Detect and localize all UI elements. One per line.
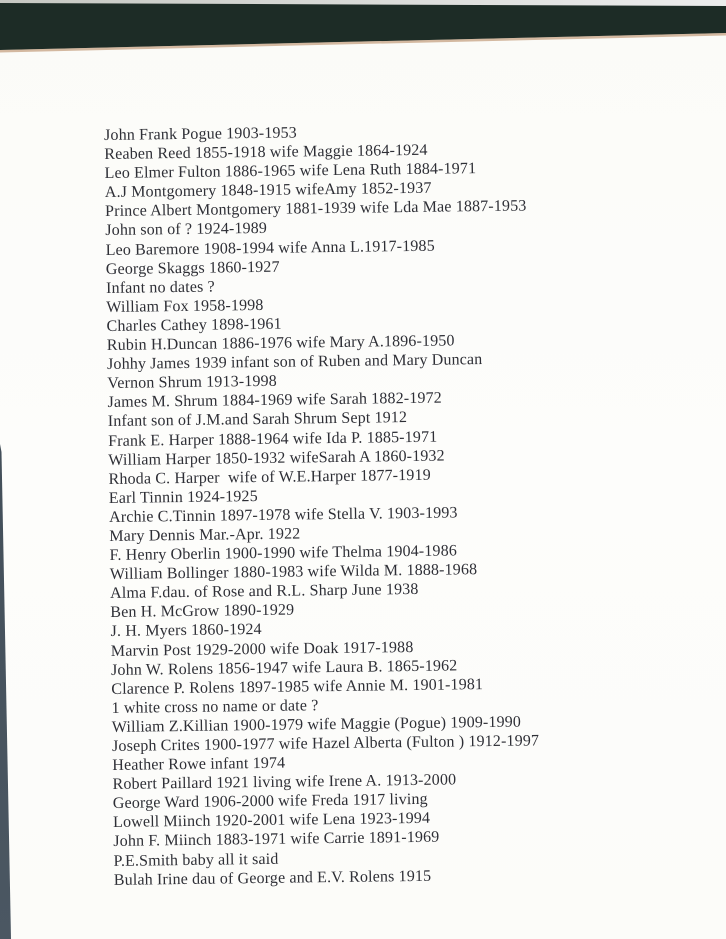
record-line: A.J Montgomery 1848-1915 wifeAmy 1852-1937 xyxy=(104,179,432,202)
record-line: Infant son of J.M.and Sarah Shrum Sept 1912 xyxy=(107,409,408,431)
record-line: John F. Miinch 1883-1971 wife Carrie 1891-1969 xyxy=(113,829,440,851)
record-line: F. Henry Oberlin 1900-1990 wife Thelma 1904-1986 xyxy=(109,542,458,565)
record-line: John son of ? 1924-1989 xyxy=(105,220,268,240)
record-line: Heather Rowe infant 1974 xyxy=(112,754,286,775)
page-edge-shadow xyxy=(0,0,16,939)
typed-record-list xyxy=(104,118,714,890)
record-line: Reaben Reed 1855-1918 wife Maggie 1864-1924 xyxy=(104,141,428,164)
record-line: George Skaggs 1860-1927 xyxy=(105,258,280,278)
record-line: Lowell Miinch 1920-2001 wife Lena 1923-1994 xyxy=(113,810,431,832)
record-line: George Ward 1906-2000 wife Freda 1917 living xyxy=(112,791,428,813)
record-line: Leo Baremore 1908-1994 wife Anna L.1917-1985 xyxy=(105,237,435,259)
record-line: Leo Elmer Fulton 1886-1965 wife Lena Ruth 1884-1971 xyxy=(104,160,477,183)
record-line: Bulah Irine dau of George and E.V. Rolens 1915 xyxy=(113,867,432,889)
record-line: P.E.Smith baby all it said xyxy=(113,850,279,870)
record-line: Infant no dates ? xyxy=(106,278,215,297)
record-line: 1 white cross no name or date ? xyxy=(111,697,319,717)
record-line: James M. Shrum 1884-1969 wife Sarah 1882-1972 xyxy=(107,389,442,412)
record-line: Johhy James 1939 infant son of Ruben and Mary Duncan xyxy=(107,351,483,374)
record-line: Rubin H.Duncan 1886-1976 wife Mary A.1896-1950 xyxy=(106,332,455,355)
record-line: Mary Dennis Mar.-Apr. 1922 xyxy=(109,525,301,545)
record-line: Ben H. McGrow 1890-1929 xyxy=(110,601,295,622)
record-line: William Bollinger 1880-1983 wife Wilda M. 1888-1968 xyxy=(109,561,478,584)
record-line: Clarence P. Rolens 1897-1985 wife Annie M. 1901-1981 xyxy=(111,675,484,698)
record-line: John W. Rolens 1856-1947 wife Laura B. 1865-1962 xyxy=(111,657,458,679)
record-line: Vernon Shrum 1913-1998 xyxy=(107,372,277,393)
record-line: Marvin Post 1929-2000 wife Doak 1917-1988 xyxy=(110,638,414,660)
record-line: Earl Tinnin 1924-1925 xyxy=(108,487,258,507)
record-line: William Fox 1958-1998 xyxy=(106,296,264,316)
record-line: Alma F.dau. of Rose and R.L. Sharp June 1938 xyxy=(110,581,419,603)
record-line: William Z.Killian 1900-1979 wife Maggie (Pogue) 1909-1990 xyxy=(111,713,522,736)
record-line: William Harper 1850-1932 wifeSarah A 1860-1932 xyxy=(108,447,445,469)
record-line: Joseph Crites 1900-1977 wife Hazel Alberta (Fulton ) 1912-1997 xyxy=(112,732,540,755)
record-line: Frank E. Harper 1888-1964 wife Ida P. 1885-1971 xyxy=(108,428,438,450)
record-line: J. H. Myers 1860-1924 xyxy=(110,621,262,641)
record-line: Archie C.Tinnin 1897-1978 wife Stella V. 1903-1993 xyxy=(109,504,458,526)
record-line: Prince Albert Montgomery 1881-1939 wife Lda Mae 1887-1953 xyxy=(105,197,527,221)
record-line: Rhoda C. Harper wife of W.E.Harper 1877-1919 xyxy=(108,466,431,488)
record-line: Charles Cathey 1898-1961 xyxy=(106,315,282,335)
record-line: Robert Paillard 1921 living wife Irene A. 1913-2000 xyxy=(112,771,457,794)
record-line: John Frank Pogue 1903-1953 xyxy=(104,124,298,144)
